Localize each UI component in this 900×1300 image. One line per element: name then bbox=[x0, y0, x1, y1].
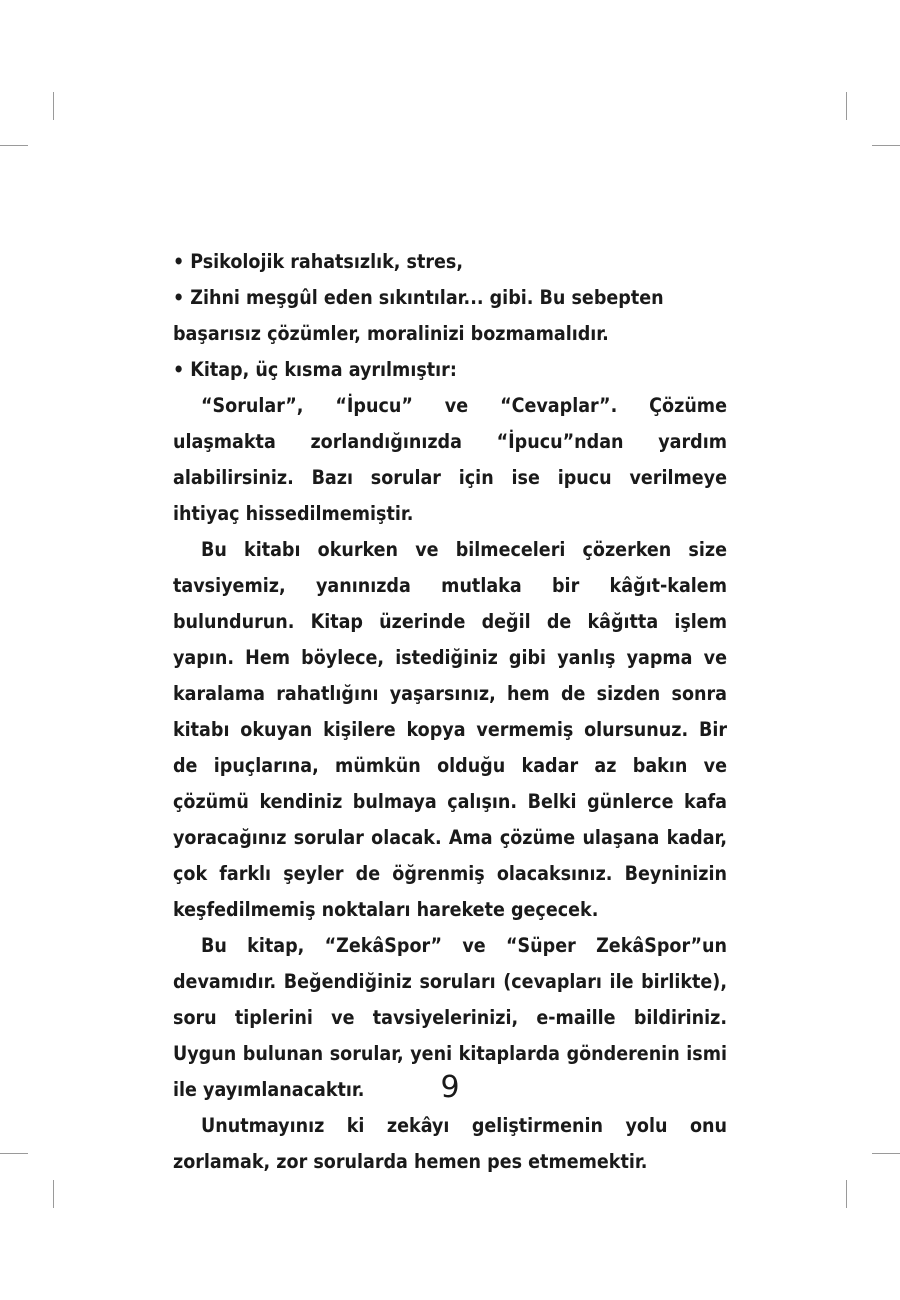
bullet-item bbox=[173, 244, 727, 280]
paragraph-advice: Bu kitabı okurken ve bilmeceleri çözerken size tavsiyemiz, yanınızda mutlaka bir kâğıt-kalem bulundurun. Kitap üzerinde değil de kâğıtta işlem yapın. Hem böylece, istediğiniz gibi yanlış yapma ve karalama rahatlığını yaşarsınız, hem de sizden sonra kitabı okuyan kişilere kopya vermemiş olursunuz. Bir de ipuçlarına, mümkün olduğu kadar az bakın ve çözümü kendiniz bulmaya çalışın. Belki günlerce kafa yoracağınız sorular olacak. Ama çözüme ulaşana kadar, çok farklı şeyler de öğrenmiş olacaksınız. Beyninizin keşfedilmemiş noktaları harekete geçecek. bbox=[173, 538, 727, 921]
paragraph-series: Bu kitap, “ZekâSpor” ve “Süper ZekâSpor”un devamıdır. Beğendiğiniz soruları (cevapları ile birlikte), soru tiplerini ve tavsiyelerinizi, e-maille bildiriniz. Uygun bulunan sorular, yeni kitaplarda gönderenin ismi ile yayımlanacaktır. bbox=[173, 934, 727, 1101]
page-number: 9 bbox=[440, 1070, 460, 1105]
paragraph-closing: Unutmayınız ki zekâyı geliştirmenin yolu onu zorlamak, zor sorularda hemen pes etmemektir. bbox=[173, 1114, 727, 1173]
paragraph-sections: “Sorular”, “İpucu” ve “Cevaplar”. Çözüme ulaşmakta zorlandığınızda “İpucu”ndan yardım alabilirsiniz. Bazı sorular için ise ipucu verilmeye ihtiyaç hissedilmemiştir. bbox=[173, 394, 727, 525]
page-body bbox=[173, 244, 727, 1180]
crop-mark-bottom-right-vertical bbox=[846, 1180, 847, 1208]
crop-mark-bottom-left-horizontal bbox=[0, 1153, 28, 1154]
crop-mark-top-right-vertical bbox=[846, 92, 847, 120]
bullet-marker: • bbox=[173, 286, 185, 309]
bullet-marker: • bbox=[173, 250, 185, 273]
bullet-item bbox=[173, 352, 727, 388]
bullet-text: Zihni meşgûl eden sıkıntılar... gibi. Bu sebepten başarısız çözümler, moralinizi bozmamalıdır. bbox=[173, 286, 664, 345]
bullet-item bbox=[173, 280, 727, 352]
bullet-text: Kitap, üç kısma ayrılmıştır: bbox=[190, 358, 457, 381]
bullet-marker: • bbox=[173, 358, 185, 381]
bullet-text: Psikolojik rahatsızlık, stres, bbox=[190, 250, 464, 273]
crop-mark-top-left-horizontal bbox=[0, 145, 28, 146]
crop-mark-top-left-vertical bbox=[53, 92, 54, 120]
crop-mark-top-right-horizontal bbox=[872, 145, 900, 146]
crop-mark-bottom-right-horizontal bbox=[872, 1153, 900, 1154]
crop-mark-bottom-left-vertical bbox=[53, 1180, 54, 1208]
